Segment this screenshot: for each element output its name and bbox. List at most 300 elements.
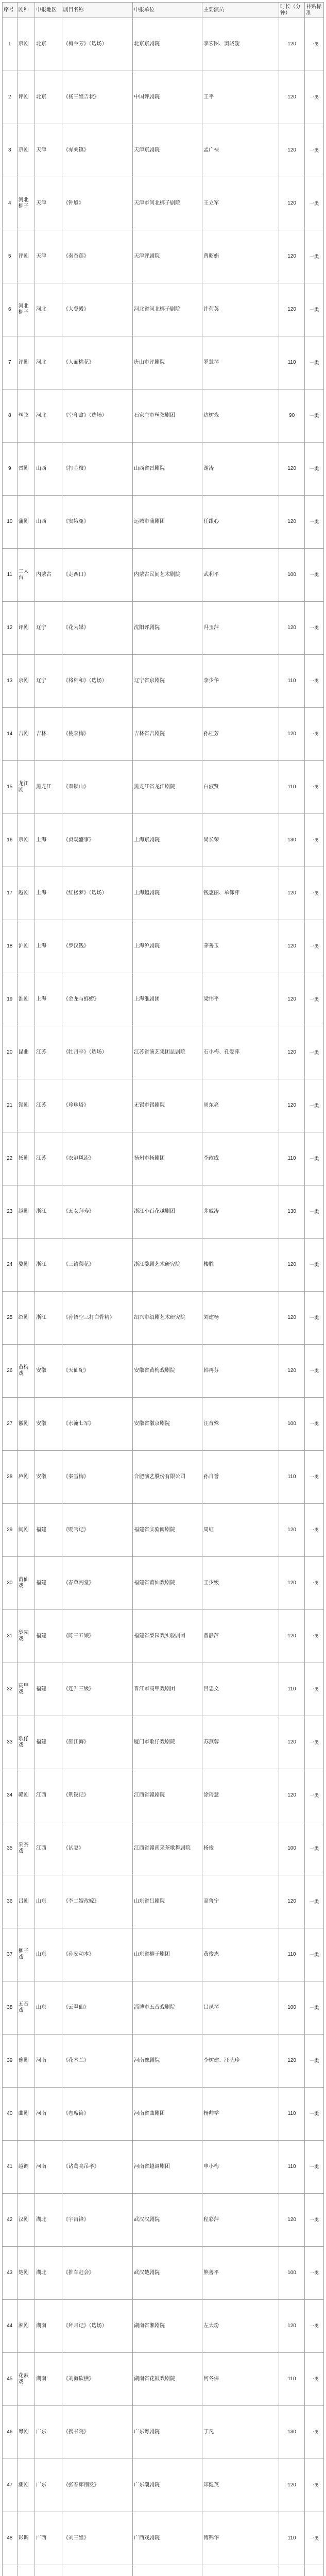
- cell-unit: 辽宁省京剧院: [133, 655, 202, 708]
- cell-unit: 绍兴市绍剧艺术研究院: [133, 1292, 202, 1345]
- cell-cast: 李政成: [202, 1132, 279, 1185]
- cell-title: 《红楼梦》（选场）: [62, 867, 132, 920]
- cell-genre: 花鼓戏: [17, 2353, 35, 2406]
- cell-subsidy: 一类: [305, 655, 324, 708]
- table-row: [3, 1504, 324, 1557]
- cell-unit: 厦门市歌仔戏剧院: [133, 1716, 202, 1769]
- cell-title: 《拜月记》（选场）: [62, 2300, 132, 2353]
- cell-title: 《推车赶会》: [62, 2247, 132, 2300]
- cell-unit: 中国评剧院: [133, 71, 202, 124]
- cell-unit: 石家庄市丝弦剧团: [133, 389, 202, 443]
- repertoire-table: [2, 2, 324, 2576]
- cell-cast: 何冬保: [202, 2353, 279, 2406]
- cell-region: [35, 2565, 62, 2576]
- cell-cast: 边树森: [202, 389, 279, 443]
- cell-duration: 120: [279, 867, 304, 920]
- cell-no: 45: [3, 2353, 18, 2406]
- table-row: [3, 2035, 324, 2088]
- cell-genre: 蒲剧: [17, 496, 35, 549]
- cell-no: [3, 2565, 18, 2576]
- cell-duration: 120: [279, 443, 304, 496]
- cell-region: 辽宁: [35, 655, 62, 708]
- cell-title: 《窦娥冤》: [62, 496, 132, 549]
- cell-genre: 婺剧: [17, 1239, 35, 1292]
- cell-region: 内蒙古: [35, 549, 62, 602]
- table-row: [3, 1451, 324, 1504]
- table-row: [3, 1557, 324, 1610]
- cell-no: 11: [3, 549, 18, 602]
- cell-no: 20: [3, 1026, 18, 1079]
- cell-cast: 李少华: [202, 655, 279, 708]
- cell-cast: 许荷英: [202, 283, 279, 336]
- cell-cast: 王立军: [202, 177, 279, 230]
- cell-region: 河南: [35, 2035, 62, 2088]
- cell-genre: 京剧: [17, 814, 35, 867]
- cell-duration: 120: [279, 18, 304, 71]
- header-region: 申报地区: [35, 3, 62, 18]
- cell-duration: 110: [279, 1663, 304, 1716]
- cell-unit: 江西省赣剧院: [133, 1769, 202, 1822]
- cell-region: 湖南: [35, 2300, 62, 2353]
- cell-cast: 周东亮: [202, 1079, 279, 1132]
- cell-no: 34: [3, 1769, 18, 1822]
- cell-region: 山东: [35, 1928, 62, 1981]
- table-row: [3, 389, 324, 443]
- cell-unit: 天津京剧院: [133, 124, 202, 177]
- table-row: [3, 1345, 324, 1398]
- table-row: [3, 2300, 324, 2353]
- cell-no: 4: [3, 177, 18, 230]
- cell-duration: 120: [279, 1504, 304, 1557]
- cell-duration: 130: [279, 814, 304, 867]
- cell-region: 河北: [35, 283, 62, 336]
- cell-duration: 120: [279, 973, 304, 1026]
- cell-title: 《将相和》（选场）: [62, 655, 132, 708]
- cell-region: 山西: [35, 443, 62, 496]
- cell-genre: 扬剧: [17, 1132, 35, 1185]
- cell-no: 16: [3, 814, 18, 867]
- cell-cast: 孙桂芳: [202, 708, 279, 761]
- cell-cast: 杨俊: [202, 1822, 279, 1875]
- cell-title: 《赤桑镇》: [62, 124, 132, 177]
- cell-region: 福建: [35, 1557, 62, 1610]
- cell-cast: 黄俊杰: [202, 1928, 279, 1981]
- cell-title: 《陈三五娘》: [62, 1610, 132, 1663]
- cell-unit: 浙江小百花越剧团: [133, 1185, 202, 1239]
- cell-cast: 韩再芬: [202, 1345, 279, 1398]
- cell-duration: 100: [279, 549, 304, 602]
- cell-title: 《花木兰》: [62, 2035, 132, 2088]
- cell-genre: 粤剧: [17, 2406, 35, 2459]
- cell-title: 《搜书院》: [62, 2406, 132, 2459]
- cell-subsidy: 一类: [305, 973, 324, 1026]
- cell-unit: 安徽省徽京剧院: [133, 1398, 202, 1451]
- cell-subsidy: 一类: [305, 2247, 324, 2300]
- cell-cast: 苏燕蓉: [202, 1716, 279, 1769]
- table-row: [3, 1928, 324, 1981]
- cell-unit: 湖南省湘剧院: [133, 2300, 202, 2353]
- cell-genre: 潮剧: [17, 2459, 35, 2512]
- cell-subsidy: 一类: [305, 18, 324, 71]
- cell-genre: 评剧: [17, 71, 35, 124]
- table-row: [3, 1981, 324, 2035]
- cell-genre: 晋剧: [17, 443, 35, 496]
- cell-unit: 武汉汉剧院: [133, 2194, 202, 2247]
- cell-subsidy: 一类: [305, 1557, 324, 1610]
- cell-title: 《钟馗》: [62, 177, 132, 230]
- cell-unit: 山东省柳子剧团: [133, 1928, 202, 1981]
- table-row: [3, 2353, 324, 2406]
- cell-duration: 100: [279, 1822, 304, 1875]
- table-row: [3, 1398, 324, 1451]
- cell-genre: 评剧: [17, 336, 35, 389]
- table-row: [3, 124, 324, 177]
- cell-duration: 120: [279, 2194, 304, 2247]
- cell-no: 25: [3, 1292, 18, 1345]
- table-row: [3, 1610, 324, 1663]
- cell-title: 《花为媒》: [62, 602, 132, 655]
- cell-title: 《宇宙锋》: [62, 2194, 132, 2247]
- cell-unit: 扬州市扬剧团: [133, 1132, 202, 1185]
- cell-cast: 石小梅、孔爱萍: [202, 1026, 279, 1079]
- cell-duration: 120: [279, 708, 304, 761]
- cell-genre: 赣剧: [17, 1769, 35, 1822]
- cell-no: 1: [3, 18, 18, 71]
- cell-genre: 柳子戏: [17, 1928, 35, 1981]
- cell-cast: 曾昭娟: [202, 230, 279, 283]
- cell-subsidy: 一类: [305, 549, 324, 602]
- cell-duration: 120: [279, 1292, 304, 1345]
- cell-region: 湖南: [35, 2353, 62, 2406]
- table-row: [3, 2247, 324, 2300]
- table-row: [3, 443, 324, 496]
- cell-unit: 黑龙江省龙江剧院: [133, 761, 202, 814]
- cell-subsidy: [305, 2565, 324, 2576]
- cell-subsidy: 一类: [305, 1026, 324, 1079]
- cell-duration: 120: [279, 1557, 304, 1610]
- cell-region: 上海: [35, 920, 62, 973]
- cell-no: 5: [3, 230, 18, 283]
- cell-duration: 100: [279, 1398, 304, 1451]
- cell-title: 《邵江海》: [62, 1716, 132, 1769]
- cell-cast: 尚长荣: [202, 814, 279, 867]
- cell-subsidy: 一类: [305, 1716, 324, 1769]
- cell-duration: 110: [279, 2512, 304, 2565]
- cell-genre: 吉剧: [17, 708, 35, 761]
- cell-unit: 河北省河北梆子剧院: [133, 283, 202, 336]
- cell-title: 《李二嫂改嫁》: [62, 1875, 132, 1928]
- table-row: [3, 1185, 324, 1239]
- cell-region: 湖北: [35, 2247, 62, 2300]
- cell-no: 44: [3, 2300, 18, 2353]
- cell-no: 22: [3, 1132, 18, 1185]
- cell-duration: 120: [279, 2035, 304, 2088]
- cell-subsidy: 一类: [305, 230, 324, 283]
- cell-cast: 汪育殊: [202, 1398, 279, 1451]
- cell-duration: 110: [279, 1451, 304, 1504]
- header-cast: 主要演员: [202, 3, 279, 18]
- cell-subsidy: 一类: [305, 389, 324, 443]
- cell-unit: 广东潮剧院: [133, 2459, 202, 2512]
- cell-duration: 120: [279, 124, 304, 177]
- cell-subsidy: 一类: [305, 2512, 324, 2565]
- cell-region: 浙江: [35, 1239, 62, 1292]
- cell-cast: 孙自誉: [202, 1451, 279, 1504]
- cell-cast: [202, 2565, 279, 2576]
- cell-title: 《桃李梅》: [62, 708, 132, 761]
- cell-region: 辽宁: [35, 602, 62, 655]
- table-row: [3, 602, 324, 655]
- cell-no: 7: [3, 336, 18, 389]
- cell-duration: [279, 2565, 304, 2576]
- cell-duration: 90: [279, 389, 304, 443]
- cell-region: 福建: [35, 1504, 62, 1557]
- cell-subsidy: 一类: [305, 1610, 324, 1663]
- cell-no: 23: [3, 1185, 18, 1239]
- cell-genre: 莆仙戏: [17, 1557, 35, 1610]
- cell-region: 天津: [35, 230, 62, 283]
- cell-subsidy: 一类: [305, 920, 324, 973]
- cell-region: 河北: [35, 336, 62, 389]
- cell-region: 安徽: [35, 1451, 62, 1504]
- cell-unit: 湖南省花鼓戏剧院: [133, 2353, 202, 2406]
- cell-unit: 上海沪剧院: [133, 920, 202, 973]
- cell-subsidy: 一类: [305, 1663, 324, 1716]
- cell-no: 47: [3, 2459, 18, 2512]
- table-row: [3, 2459, 324, 2512]
- cell-genre: 徽剧: [17, 1398, 35, 1451]
- cell-subsidy: 一类: [305, 1928, 324, 1981]
- cell-cast: 白淑贤: [202, 761, 279, 814]
- cell-genre: 评剧: [17, 602, 35, 655]
- table-body: [3, 18, 324, 2576]
- cell-genre: 高甲戏: [17, 1663, 35, 1716]
- cell-title: 《杨三姐告状》: [62, 71, 132, 124]
- cell-no: 12: [3, 602, 18, 655]
- cell-unit: 江西省赣南采茶歌舞剧院: [133, 1822, 202, 1875]
- cell-duration: 110: [279, 2353, 304, 2406]
- cell-genre: 越调: [17, 2141, 35, 2194]
- cell-genre: 五音戏: [17, 1981, 35, 2035]
- cell-title: 《人面桃花》: [62, 336, 132, 389]
- cell-no: 39: [3, 2035, 18, 2088]
- cell-duration: 110: [279, 2141, 304, 2194]
- cell-unit: 福建省实验闽剧院: [133, 1504, 202, 1557]
- cell-subsidy: 一类: [305, 336, 324, 389]
- cell-no: 14: [3, 708, 18, 761]
- cell-unit: 上海京剧院: [133, 814, 202, 867]
- cell-region: 江苏: [35, 1132, 62, 1185]
- cell-genre: 二人台: [17, 549, 35, 602]
- cell-genre: 闽剧: [17, 1504, 35, 1557]
- cell-subsidy: 一类: [305, 2353, 324, 2406]
- cell-title: [62, 2565, 132, 2576]
- cell-cast: 李树建、汪荃珍: [202, 2035, 279, 2088]
- cell-duration: 120: [279, 1769, 304, 1822]
- cell-cast: 楼胜: [202, 1239, 279, 1292]
- cell-title: 《金龙与蜉蝣》: [62, 973, 132, 1026]
- table-row: [3, 1079, 324, 1132]
- cell-title: 《罗汉钱》: [62, 920, 132, 973]
- header-duration: 时长（分钟）: [279, 3, 304, 18]
- cell-no: 29: [3, 1504, 18, 1557]
- table-row: [3, 2194, 324, 2247]
- cell-title: 《水淹七军》: [62, 1398, 132, 1451]
- cell-subsidy: 一类: [305, 1292, 324, 1345]
- cell-subsidy: 一类: [305, 867, 324, 920]
- cell-region: 天津: [35, 124, 62, 177]
- cell-duration: 120: [279, 1716, 304, 1769]
- cell-duration: 100: [279, 1981, 304, 2035]
- cell-unit: 浙江婺剧艺术研究院: [133, 1239, 202, 1292]
- cell-genre: 京剧: [17, 655, 35, 708]
- cell-no: 41: [3, 2141, 18, 2194]
- table-row: [3, 920, 324, 973]
- cell-duration: 120: [279, 283, 304, 336]
- cell-no: 24: [3, 1239, 18, 1292]
- table-row: [3, 2406, 324, 2459]
- table-row: [3, 814, 324, 867]
- cell-no: 30: [3, 1557, 18, 1610]
- cell-region: 河南: [35, 2088, 62, 2141]
- cell-genre: 沪剧: [17, 920, 35, 973]
- cell-duration: 120: [279, 177, 304, 230]
- table-row: [3, 1663, 324, 1716]
- cell-title: 《天仙配》: [62, 1345, 132, 1398]
- cell-subsidy: 一类: [305, 2035, 324, 2088]
- cell-no: 19: [3, 973, 18, 1026]
- cell-cast: 任跟心: [202, 496, 279, 549]
- cell-no: 13: [3, 655, 18, 708]
- cell-cast: 钱惠丽、单仰萍: [202, 867, 279, 920]
- cell-subsidy: 一类: [305, 177, 324, 230]
- cell-no: 17: [3, 867, 18, 920]
- cell-title: 《空印盒》（选场）: [62, 389, 132, 443]
- table-row: [3, 18, 324, 71]
- table-row: [3, 867, 324, 920]
- cell-title: 《连升三级》: [62, 1663, 132, 1716]
- cell-duration: 110: [279, 1928, 304, 1981]
- cell-subsidy: 一类: [305, 1769, 324, 1822]
- cell-no: 32: [3, 1663, 18, 1716]
- cell-region: 江苏: [35, 1079, 62, 1132]
- cell-subsidy: 一类: [305, 602, 324, 655]
- cell-unit: 唐山市评剧院: [133, 336, 202, 389]
- cell-unit: 天津市河北梆子剧院: [133, 177, 202, 230]
- cell-genre: 庐剧: [17, 1451, 35, 1504]
- cell-unit: 河南省越调剧团: [133, 2141, 202, 2194]
- cell-cast: 郑健英: [202, 2459, 279, 2512]
- cell-no: 46: [3, 2406, 18, 2459]
- cell-unit: 福建省梨园戏实验剧团: [133, 1610, 202, 1663]
- cell-cast: 左大玢: [202, 2300, 279, 2353]
- cell-unit: 安徽省黄梅戏剧院: [133, 1345, 202, 1398]
- cell-subsidy: 一类: [305, 1504, 324, 1557]
- cell-unit: 晋江市高甲戏剧团: [133, 1663, 202, 1716]
- cell-title: 《孙安动本》: [62, 1928, 132, 1981]
- cell-no: 40: [3, 2088, 18, 2141]
- cell-title: 《贞观盛事》: [62, 814, 132, 867]
- cell-genre: 豫剧: [17, 2035, 35, 2088]
- header-title: 剧目名称: [62, 3, 132, 18]
- cell-cast: 丁凡: [202, 2406, 279, 2459]
- cell-no: 27: [3, 1398, 18, 1451]
- cell-unit: 内蒙古民间艺术剧院: [133, 549, 202, 602]
- cell-genre: 越剧: [17, 1185, 35, 1239]
- cell-genre: 河北梆子: [17, 177, 35, 230]
- cell-title: 《珍珠塔》: [62, 1079, 132, 1132]
- cell-region: 浙江: [35, 1292, 62, 1345]
- cell-cast: 李宏图、窦晓璇: [202, 18, 279, 71]
- cell-region: 福建: [35, 1663, 62, 1716]
- table-row: [3, 1239, 324, 1292]
- cell-title: 《秦香莲》: [62, 230, 132, 283]
- cell-subsidy: 一类: [305, 1185, 324, 1239]
- cell-genre: 曲剧: [17, 2088, 35, 2141]
- cell-subsidy: 一类: [305, 1079, 324, 1132]
- cell-unit: 上海淮剧团: [133, 973, 202, 1026]
- cell-no: 2: [3, 71, 18, 124]
- cell-subsidy: 一类: [305, 124, 324, 177]
- cell-region: 广东: [35, 2406, 62, 2459]
- cell-title: 《大登殿》: [62, 283, 132, 336]
- cell-subsidy: 一类: [305, 1398, 324, 1451]
- table-row: [3, 230, 324, 283]
- cell-no: 18: [3, 920, 18, 973]
- cell-no: 10: [3, 496, 18, 549]
- cell-title: 《梅兰芳》（选场）: [62, 18, 132, 71]
- table-row: [3, 761, 324, 814]
- cell-subsidy: 一类: [305, 1239, 324, 1292]
- cell-no: 6: [3, 283, 18, 336]
- cell-cast: 王平: [202, 71, 279, 124]
- cell-subsidy: 一类: [305, 1875, 324, 1928]
- cell-duration: 100: [279, 2247, 304, 2300]
- cell-no: 9: [3, 443, 18, 496]
- cell-unit: 河南豫剧院: [133, 2035, 202, 2088]
- cell-duration: 120: [279, 920, 304, 973]
- cell-duration: 120: [279, 1026, 304, 1079]
- cell-title: 《试妻》: [62, 1822, 132, 1875]
- cell-unit: 北京京剧院: [133, 18, 202, 71]
- cell-duration: 120: [279, 2300, 304, 2353]
- cell-genre: 采茶戏: [17, 1822, 35, 1875]
- table-row: [3, 2565, 324, 2576]
- cell-no: 3: [3, 124, 18, 177]
- table-row: [3, 283, 324, 336]
- cell-genre: 梨园戏: [17, 1610, 35, 1663]
- cell-title: 《刘海砍樵》: [62, 2353, 132, 2406]
- cell-genre: 越剧: [17, 867, 35, 920]
- cell-cast: 茅善玉: [202, 920, 279, 973]
- cell-no: 38: [3, 1981, 18, 2035]
- cell-cast: 高鲁宁: [202, 1875, 279, 1928]
- cell-region: 福建: [35, 1610, 62, 1663]
- table-row: [3, 1875, 324, 1928]
- cell-subsidy: 一类: [305, 2088, 324, 2141]
- cell-region: 广西: [35, 2512, 62, 2565]
- header-unit: 申报单位: [133, 3, 202, 18]
- cell-cast: 申小梅: [202, 2141, 279, 2194]
- cell-genre: 绍剧: [17, 1292, 35, 1345]
- cell-genre: 评剧: [17, 230, 35, 283]
- table-row: [3, 1292, 324, 1345]
- header-genre: 剧种: [17, 3, 35, 18]
- cell-region: 安徽: [35, 1398, 62, 1451]
- cell-region: 上海: [35, 867, 62, 920]
- cell-title: 《荆钗记》: [62, 1769, 132, 1822]
- header-no: 序号: [3, 3, 18, 18]
